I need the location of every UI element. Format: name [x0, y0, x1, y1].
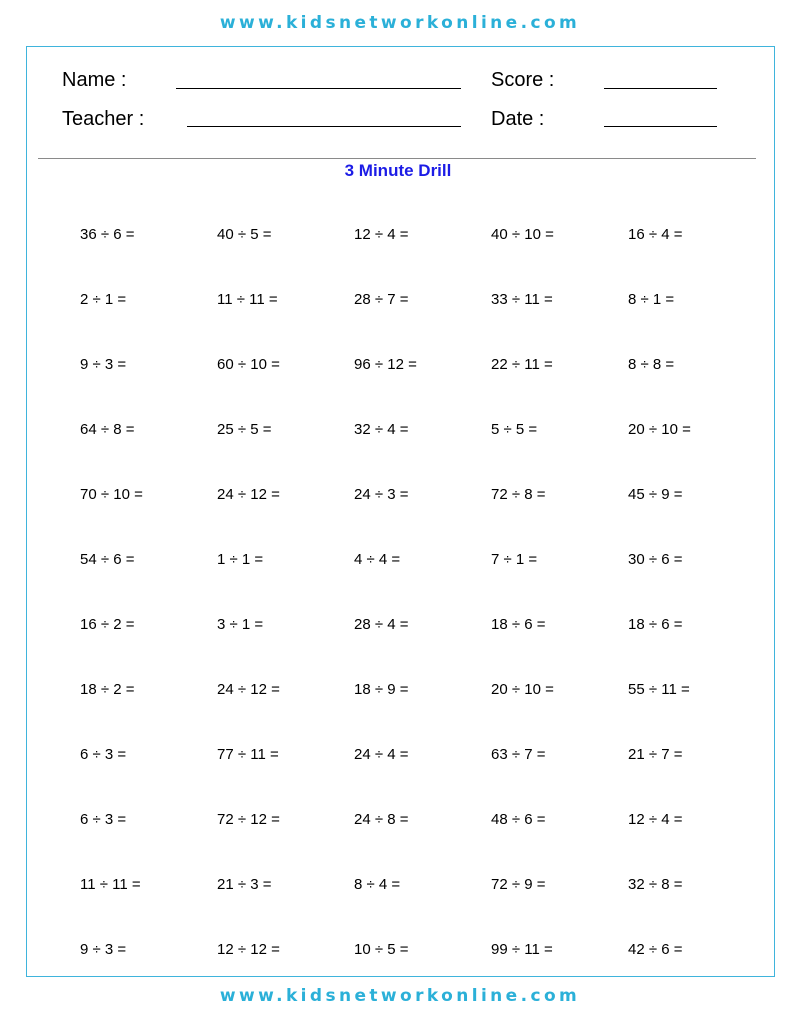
division-problem: 24 ÷ 8 =: [354, 811, 409, 828]
division-problem: 24 ÷ 12 =: [217, 681, 280, 698]
problem-row: [80, 744, 780, 766]
division-problem: 7 ÷ 1 =: [491, 551, 538, 568]
division-problem: 55 ÷ 11 =: [628, 681, 690, 698]
division-problem: 6 ÷ 3 =: [80, 746, 127, 763]
division-problem: 12 ÷ 4 =: [628, 811, 683, 828]
problem-row: [80, 224, 780, 246]
division-problem: 5 ÷ 5 =: [491, 421, 538, 438]
division-problem: 96 ÷ 12 =: [354, 356, 417, 373]
division-problem: 9 ÷ 3 =: [80, 356, 127, 373]
name-label: Name :: [62, 69, 127, 91]
problem-row: [80, 614, 780, 636]
problem-row: [80, 874, 780, 896]
division-problem: 24 ÷ 3 =: [354, 486, 409, 503]
division-problem: 12 ÷ 12 =: [217, 941, 280, 958]
score-label: Score :: [491, 69, 555, 91]
division-problem: 99 ÷ 11 =: [491, 941, 553, 958]
division-problem: 4 ÷ 4 =: [354, 551, 401, 568]
division-problem: 2 ÷ 1 =: [80, 291, 127, 308]
division-problem: 28 ÷ 4 =: [354, 616, 409, 633]
division-problem: 20 ÷ 10 =: [491, 681, 554, 698]
division-problem: 18 ÷ 6 =: [628, 616, 683, 633]
teacher-line: [187, 126, 461, 127]
division-problem: 33 ÷ 11 =: [491, 291, 553, 308]
division-problem: 25 ÷ 5 =: [217, 421, 272, 438]
division-problem: 11 ÷ 11 =: [217, 291, 278, 308]
date-label: Date :: [491, 108, 545, 130]
division-problem: 8 ÷ 4 =: [354, 876, 401, 893]
division-problem: 8 ÷ 1 =: [628, 291, 675, 308]
division-problem: 36 ÷ 6 =: [80, 226, 135, 243]
site-url-bottom[interactable]: www.kidsnetworkonline.com: [219, 986, 581, 1006]
division-problem: 24 ÷ 12 =: [217, 486, 280, 503]
division-problem: 30 ÷ 6 =: [628, 551, 683, 568]
division-problem: 64 ÷ 8 =: [80, 421, 135, 438]
division-problem: 28 ÷ 7 =: [354, 291, 409, 308]
division-problem: 11 ÷ 11 =: [80, 876, 141, 893]
division-problem: 18 ÷ 9 =: [354, 681, 409, 698]
score-line: [604, 88, 717, 89]
division-problem: 8 ÷ 8 =: [628, 356, 675, 373]
problem-row: [80, 679, 780, 701]
division-problem: 24 ÷ 4 =: [354, 746, 409, 763]
problem-row: [80, 354, 780, 376]
division-problem: 72 ÷ 9 =: [491, 876, 546, 893]
division-problem: 22 ÷ 11 =: [491, 356, 553, 373]
site-url-top[interactable]: www.kidsnetworkonline.com: [219, 13, 581, 33]
date-line: [604, 126, 717, 127]
problem-row: [80, 289, 780, 311]
name-line: [176, 88, 461, 89]
division-problem: 40 ÷ 5 =: [217, 226, 272, 243]
division-problem: 48 ÷ 6 =: [491, 811, 546, 828]
division-problem: 16 ÷ 4 =: [628, 226, 683, 243]
division-problem: 3 ÷ 1 =: [217, 616, 264, 633]
division-problem: 60 ÷ 10 =: [217, 356, 280, 373]
division-problem: 32 ÷ 4 =: [354, 421, 409, 438]
division-problem: 45 ÷ 9 =: [628, 486, 683, 503]
division-problem: 10 ÷ 5 =: [354, 941, 409, 958]
problem-row: [80, 484, 780, 506]
problem-row: [80, 549, 780, 571]
division-problem: 12 ÷ 4 =: [354, 226, 409, 243]
division-problem: 63 ÷ 7 =: [491, 746, 546, 763]
problem-row: [80, 939, 780, 961]
division-problem: 20 ÷ 10 =: [628, 421, 691, 438]
drill-title: 3 Minute Drill: [344, 161, 452, 180]
problem-row: [80, 419, 780, 441]
division-problem: 70 ÷ 10 =: [80, 486, 143, 503]
division-problem: 6 ÷ 3 =: [80, 811, 127, 828]
division-problem: 21 ÷ 3 =: [217, 876, 272, 893]
division-problem: 21 ÷ 7 =: [628, 746, 683, 763]
division-problem: 40 ÷ 10 =: [491, 226, 554, 243]
division-problem: 32 ÷ 8 =: [628, 876, 683, 893]
division-problem: 18 ÷ 2 =: [80, 681, 135, 698]
teacher-label: Teacher :: [62, 108, 145, 130]
division-problem: 72 ÷ 8 =: [491, 486, 546, 503]
problem-row: [80, 809, 780, 831]
header-divider: [38, 158, 756, 159]
division-problem: 1 ÷ 1 =: [217, 551, 264, 568]
division-problem: 54 ÷ 6 =: [80, 551, 135, 568]
division-problem: 9 ÷ 3 =: [80, 941, 127, 958]
division-problem: 72 ÷ 12 =: [217, 811, 280, 828]
division-problem: 77 ÷ 11 =: [217, 746, 279, 763]
division-problem: 42 ÷ 6 =: [628, 941, 683, 958]
division-problem: 16 ÷ 2 =: [80, 616, 135, 633]
division-problem: 18 ÷ 6 =: [491, 616, 546, 633]
worksheet-frame: [26, 46, 775, 977]
